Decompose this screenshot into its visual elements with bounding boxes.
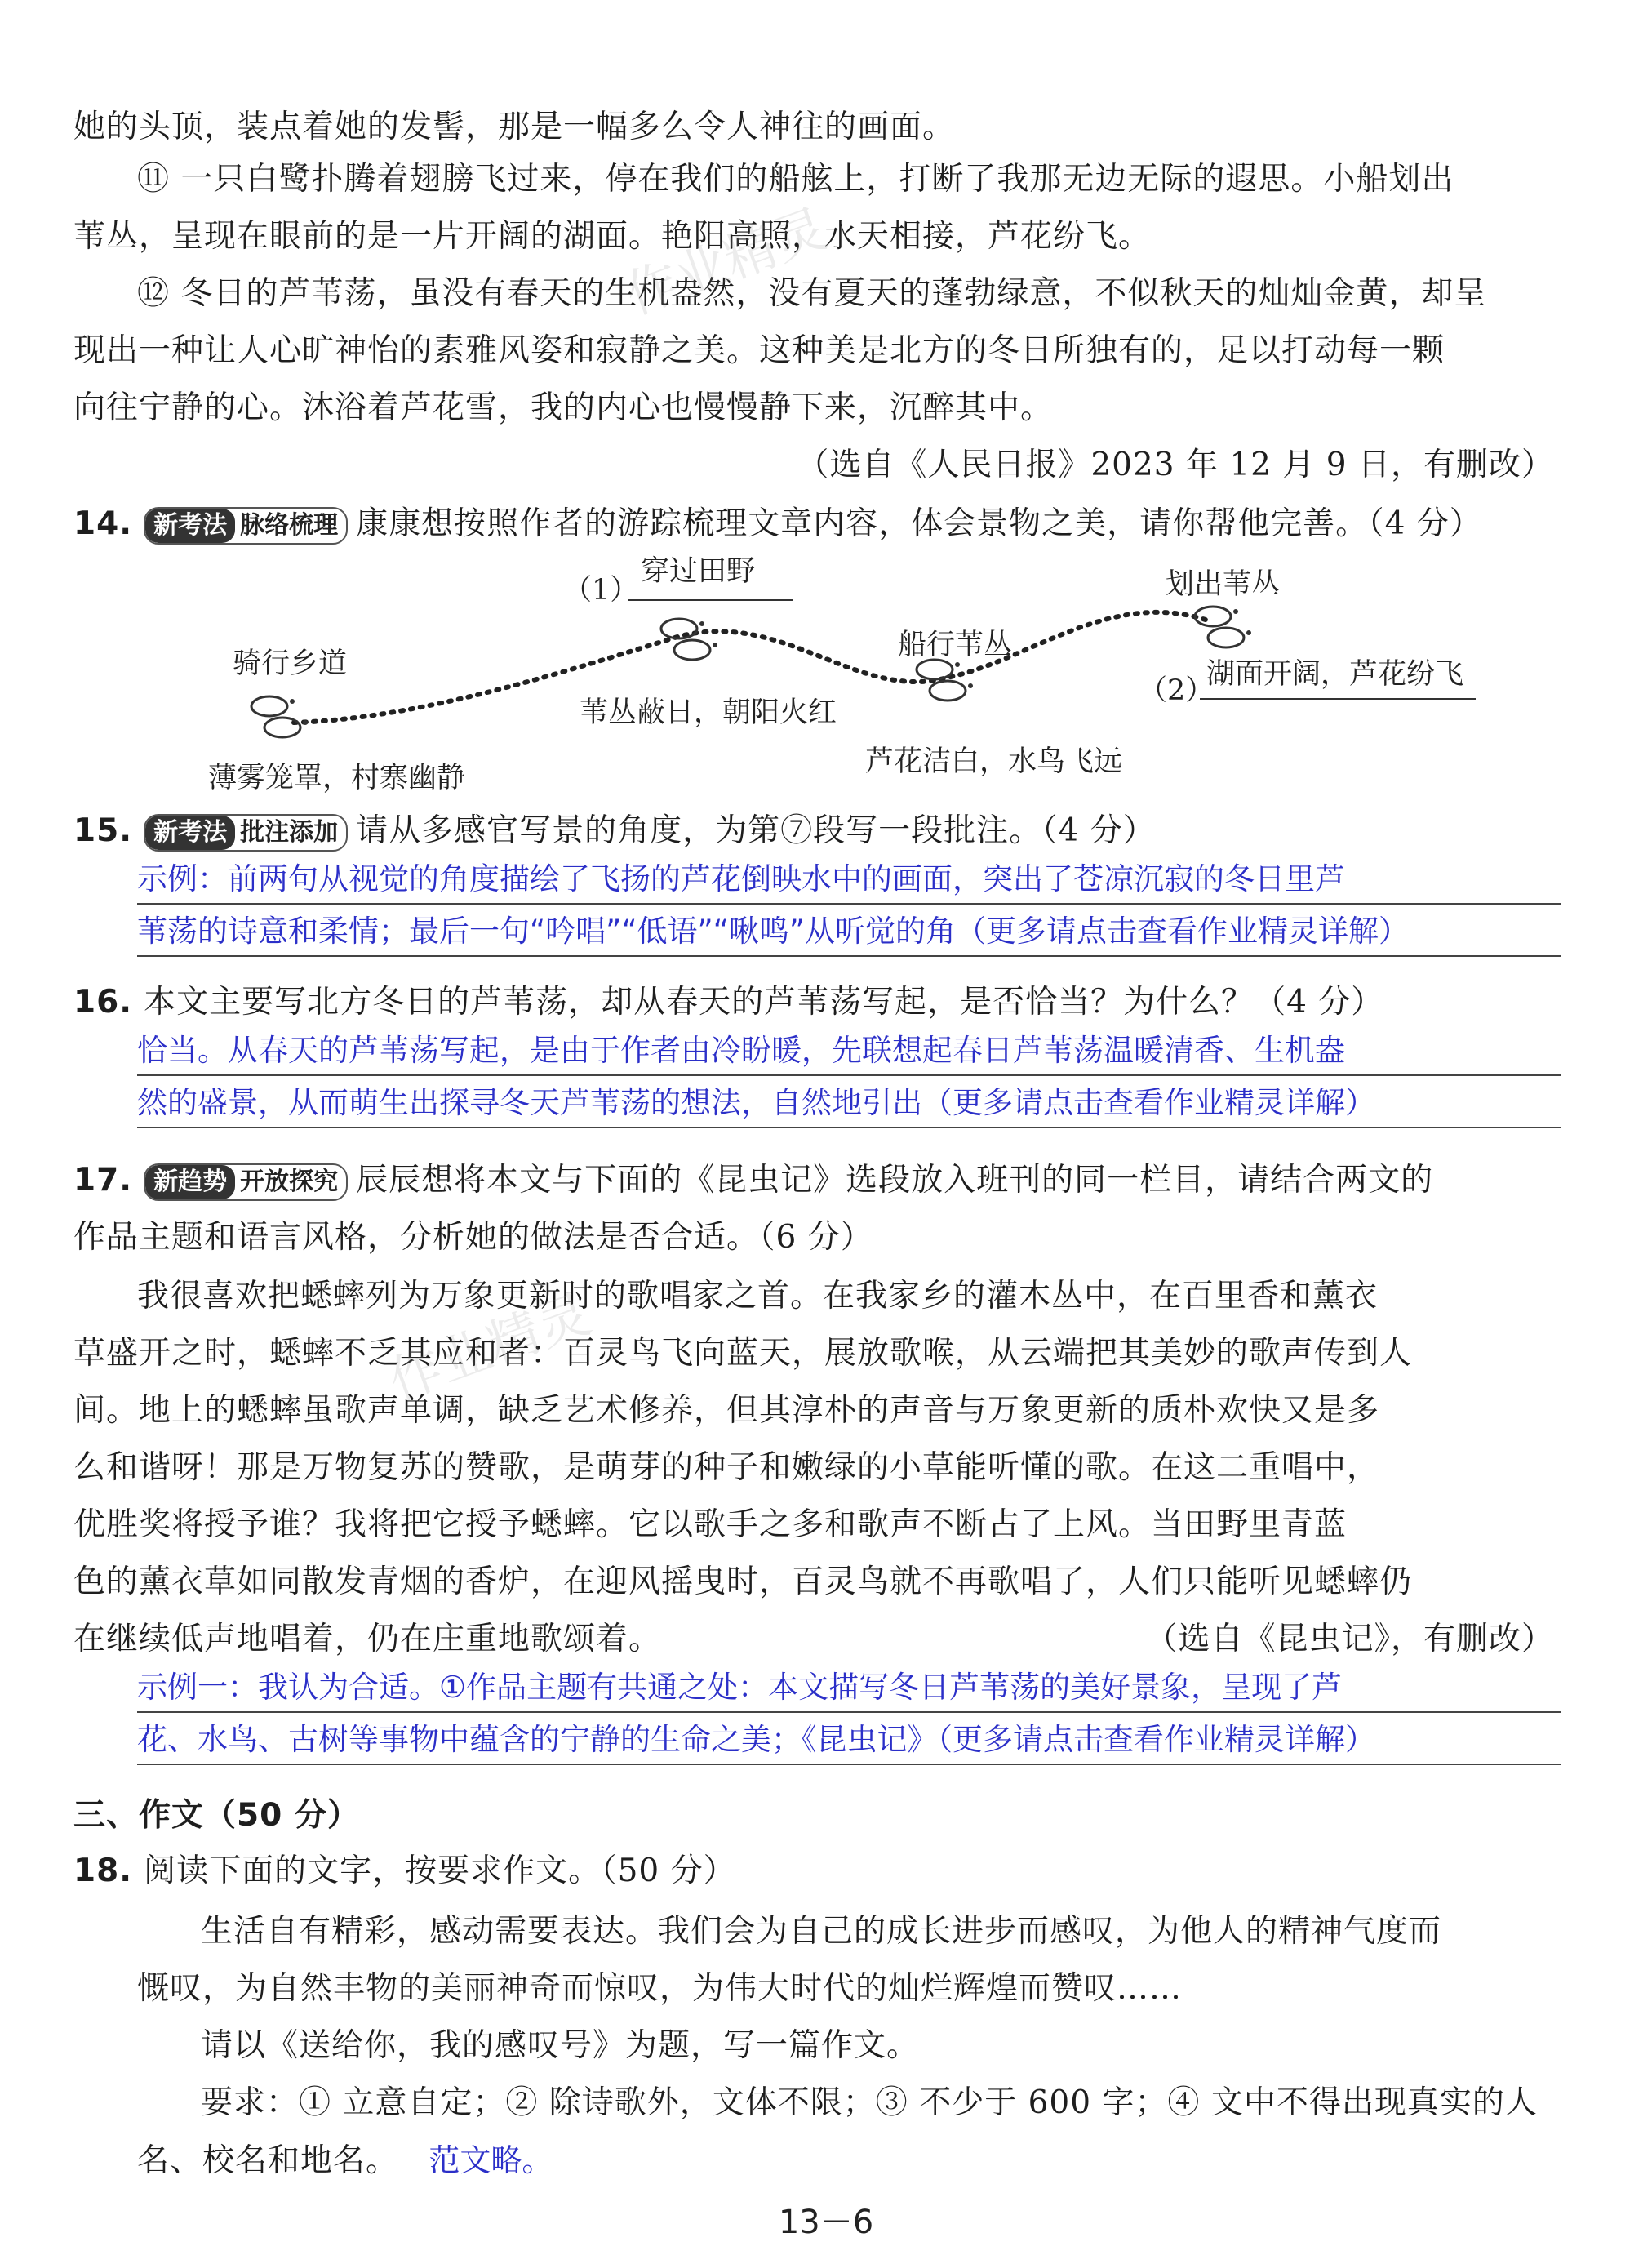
tag-skill: 脉络梳理 — [240, 511, 339, 540]
excerpt-line: 间。地上的蟋蟀虽歌声单调，缺乏艺术修养，但其淳朴的声音与万象更新的质朴欢快又是多 — [73, 1392, 1380, 1429]
passage-paragraph-11: ⑪ 一只白鹭扑腾着翅膀飞过来，停在我们的船舷上，打断了我那无边无际的遐思。小船划出 — [137, 161, 1454, 198]
excerpt-line: 草盛开之时，蟋蟀不乏其应和者：百灵鸟飞向蓝天，展放歌喉，从云端把其美妙的歌声传到人 — [73, 1335, 1413, 1372]
excerpt-line: 优胜奖将授予谁？我将把它授予蟋蟀。它以歌手之多和歌声不断占了上风。当田野里青蓝 — [73, 1506, 1348, 1543]
answer-line: 示例：前两句从视觉的角度描绘了飞扬的芦花倒映水中的画面，突出了苍凉沉寂的冬日里芦 — [137, 856, 1561, 905]
answer-line: 花、水鸟、古树等事物中蕴含的宁静的生命之美；《昆虫记》（更多请点击查看作业精灵详解） — [137, 1716, 1561, 1765]
answer-text: 范文略。 — [429, 2142, 553, 2178]
tag-type: 新考法 — [145, 816, 235, 850]
watermark: 作业精灵 — [381, 1284, 598, 1413]
question-text: 辰辰想将本文与下面的《昆虫记》选段放入班刊的同一栏目，请结合两文的 — [356, 1162, 1434, 1199]
blank-2-number: （2） — [1139, 674, 1215, 707]
blank-1-answer: 穿过田野 — [641, 555, 756, 588]
section-heading: 三、作文（50 分） — [73, 1797, 360, 1834]
requirements-cont — [137, 2137, 1554, 2184]
answer-line: 然的盛景，从而萌生出探寻冬天芦苇荡的想法，自然地引出（更多请点击查看作业精灵详解） — [137, 1079, 1561, 1128]
question-number: 15. — [73, 812, 133, 849]
question-number: 17. — [73, 1162, 133, 1199]
question-15 — [73, 808, 1554, 854]
question-17 — [73, 1158, 1554, 1203]
excerpt-line: 么和谐呀！那是万物复苏的赞歌，是萌芽的种子和嫩绿的小草能听懂的歌。在这二重唱中， — [73, 1449, 1380, 1486]
stop-1-scene: 薄雾笼罩，村寨幽静 — [208, 762, 466, 794]
passage-source: （选自《人民日报》2023 年 12 月 9 日，有删改） — [797, 447, 1554, 483]
answer-line: 苇荡的诗意和柔情；最后一句“吟唱”“低语”“啾鸣”从听觉的角（更多请点击查看作业精灵详解） — [137, 908, 1561, 957]
stop-2-scene: 苇丛蔽日，朝阳火红 — [580, 696, 837, 729]
prompt-paragraph-cont: 慨叹，为自然丰物的美丽神奇而惊叹，为伟大时代的灿烂辉煌而赞叹…… — [137, 1970, 1183, 2007]
answer-line: 恰当。从春天的芦苇荡写起，是由于作者由冷盼暖，先联想起春日芦苇荡温暖清香、生机盎 — [137, 1027, 1561, 1076]
question-text: 阅读下面的文字，按要求作文。（50 分） — [144, 1853, 736, 1889]
passage-paragraph-12-cont: 现出一种让人心旷神怡的素雅风姿和寂静之美。这种美是北方的冬日所独有的，足以打动每一颗 — [73, 332, 1446, 369]
question-text-cont: 作品主题和语言风格，分析她的做法是否合适。（6 分） — [73, 1219, 873, 1256]
question-text: 本文主要写北方冬日的芦苇荡，却从春天的芦苇荡写起，是否恰当？为什么？（4 分） — [144, 984, 1384, 1021]
watermark: 作业精灵 — [618, 198, 835, 327]
blank-1-number: （1） — [563, 574, 639, 607]
excerpt-line: 在继续低声地唱着，仍在庄重地歌颂着。 — [73, 1621, 662, 1657]
question-number: 16. — [73, 984, 133, 1021]
footprint-icon — [1195, 607, 1251, 647]
question-tag — [144, 814, 348, 852]
passage-line: 她的头顶，装点着她的发髻，那是一幅多么令人神往的画面。 — [73, 109, 956, 145]
tag-skill: 开放探究 — [240, 1168, 339, 1196]
stop-3-title: 船行苇丛 — [898, 629, 1013, 661]
tag-type: 新考法 — [145, 509, 235, 543]
passage-paragraph-12: ⑫ 冬日的芦苇荡，虽没有春天的生机盎然，没有夏天的蓬勃绿意，不似秋天的灿灿金黄，却呈 — [137, 275, 1487, 312]
blank-2-answer: 湖面开阔，芦花纷飞 — [1206, 658, 1464, 691]
question-16 — [73, 980, 1554, 1025]
question-tag — [144, 1163, 348, 1201]
excerpt-line: 色的薰衣草如同散发青烟的香炉，在迎风摇曳时，百灵鸟就不再歌唱了，人们只能听见蟋蟀仍 — [73, 1563, 1413, 1600]
requirements-end: 名、校名和地名。 — [137, 2142, 399, 2179]
prompt-paragraph: 生活自有精彩，感动需要表达。我们会为自己的成长进步而感叹，为他人的精神气度而 — [201, 1913, 1442, 1950]
page-number: 13－6 — [778, 2204, 874, 2241]
stop-3-scene: 芦花洁白，水鸟飞远 — [865, 745, 1123, 778]
stop-1-title: 骑行乡道 — [233, 647, 348, 680]
question-text: 康康想按照作者的游踪梳理文章内容，体会景物之美，请你帮他完善。（4 分） — [356, 505, 1482, 542]
tag-skill: 批注添加 — [240, 818, 339, 847]
tag-type: 新趋势 — [145, 1165, 235, 1199]
prompt-title-instruction: 请以《送给你，我的感叹号》为题，写一篇作文。 — [201, 2027, 920, 2064]
question-text: 请从多感官写景的角度，为第⑦段写一段批注。（4 分） — [356, 812, 1156, 849]
answer-line: 示例一：我认为合适。①作品主题有共通之处：本文描写冬日芦苇荡的美好景象，呈现了芦 — [137, 1664, 1561, 1713]
passage-paragraph-12-end: 向往宁静的心。沐浴着芦花雪，我的内心也慢慢静下来，沉醉其中。 — [73, 389, 1054, 426]
question-18 — [73, 1848, 1554, 1894]
passage-paragraph-11-cont: 苇丛，呈现在眼前的是一片开阔的湖面。艳阳高照，水天相接，芦花纷飞。 — [73, 218, 1152, 255]
footprint-icon — [251, 696, 308, 737]
requirements: 要求：① 立意自定；② 除诗歌外，文体不限；③ 不少于 600 字；④ 文中不得出现真实的人 — [201, 2084, 1538, 2121]
excerpt-source: （选自《昆虫记》，有删改） — [1145, 1621, 1554, 1657]
question-number: 14. — [73, 505, 133, 542]
stop-4-title: 划出苇丛 — [1166, 568, 1281, 601]
question-number: 18. — [73, 1853, 133, 1889]
excerpt-line: 我很喜欢把蟋蟀列为万象更新时的歌唱家之首。在我家乡的灌木丛中，在百里香和薰衣 — [137, 1278, 1379, 1314]
